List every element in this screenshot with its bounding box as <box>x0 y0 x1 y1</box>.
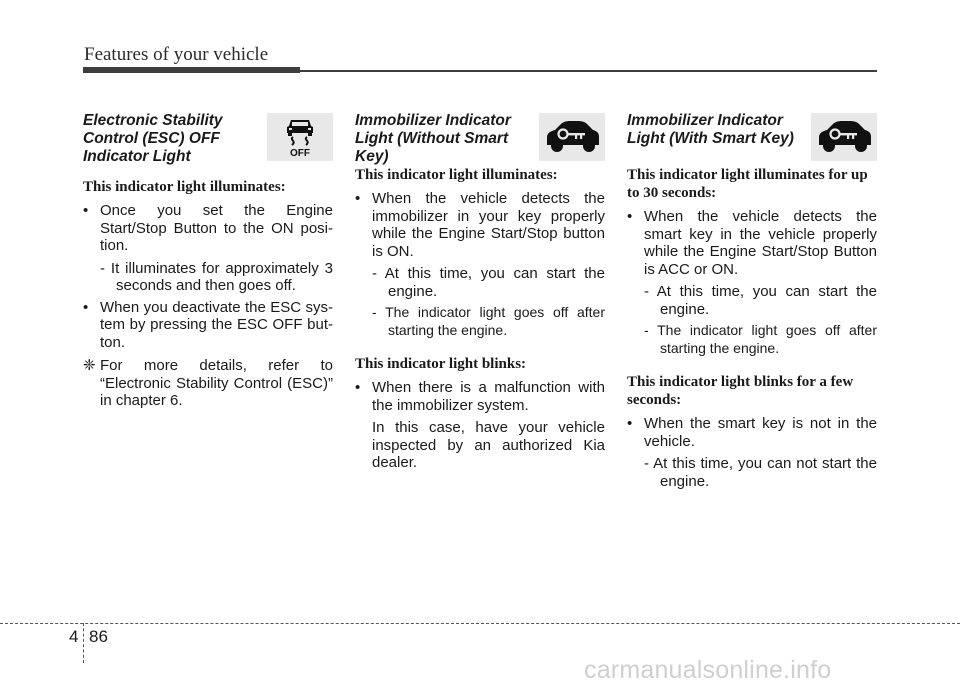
subheading: This indicator light illuminates for up to 30 seconds: <box>627 167 868 201</box>
note: ❈ For more details, refer to “Electronic Stability Control (ESC)” in chapter 6. <box>83 357 333 409</box>
bullet-item: • When you deactivate the ESC sys-tem by pressing the ESC OFF but-ton. <box>83 298 333 351</box>
sub-item: - At this time, you can start the engine. <box>372 265 605 300</box>
watermark: carmanualsonline.info <box>584 656 832 684</box>
bullet-continuation: In this case, have your vehicle inspected by an authorized Kia dealer. <box>372 419 605 471</box>
subheading: This indicator light illuminates: <box>83 179 286 195</box>
section-immobilizer-without-smart-key <box>355 112 605 476</box>
sub-item: - At this time, you can start the engine. <box>644 283 877 318</box>
page-header-title: Features of your vehicle <box>84 44 269 65</box>
bullet-item: • Once you set the Engine Start/Stop Button to the ON posi-tion. <box>83 202 333 254</box>
footer-rule <box>0 623 960 624</box>
subheading: This indicator light illuminates: <box>355 167 558 183</box>
sub-item: - At this time, you can not start the engine. <box>644 455 877 490</box>
section-title: Immobilizer Indicator Light (Without Smart Key) <box>355 112 511 165</box>
car-key-icon <box>811 113 877 161</box>
bullet-item: • When the smart key is not in the vehicle. <box>627 415 877 450</box>
sub-item: - The indicator light goes off after starting the engine. <box>372 304 605 338</box>
subheading: This indicator light blinks for a few seconds: <box>627 374 854 408</box>
note-mark: ❈ <box>83 357 96 374</box>
off-label: OFF <box>290 148 310 158</box>
section-immobilizer-with-smart-key <box>627 112 877 494</box>
subheading: This indicator light blinks: <box>355 356 527 372</box>
footer-divider <box>83 623 84 663</box>
header-rule-thin <box>300 70 877 72</box>
section-title: Electronic Stability Control (ESC) OFF Indicator Light <box>83 112 223 165</box>
sub-item: - The indicator light goes off after starting the engine. <box>644 322 877 356</box>
section-title: Immobilizer Indicator Light (With Smart Key) <box>627 112 794 147</box>
header-rule-thick <box>83 67 300 73</box>
bullet-item: • When there is a malfunction with the immobilizer system. <box>355 379 605 414</box>
car-key-icon <box>539 113 605 161</box>
bullet-item: • When the vehicle detects the smart key in the vehicle properly while the Engine Start/Stop Button is ACC or ON. <box>627 208 877 278</box>
esc-off-icon <box>267 113 333 161</box>
chapter-number: 4 <box>69 627 79 646</box>
sub-item: - It illuminates for approximately 3 seconds and then goes off. <box>100 259 333 294</box>
page-number: 86 <box>89 627 108 646</box>
bullet-item: • When the vehicle detects the immobilizer in your key properly while the Engine Start/Stop button is ON. <box>355 190 605 260</box>
